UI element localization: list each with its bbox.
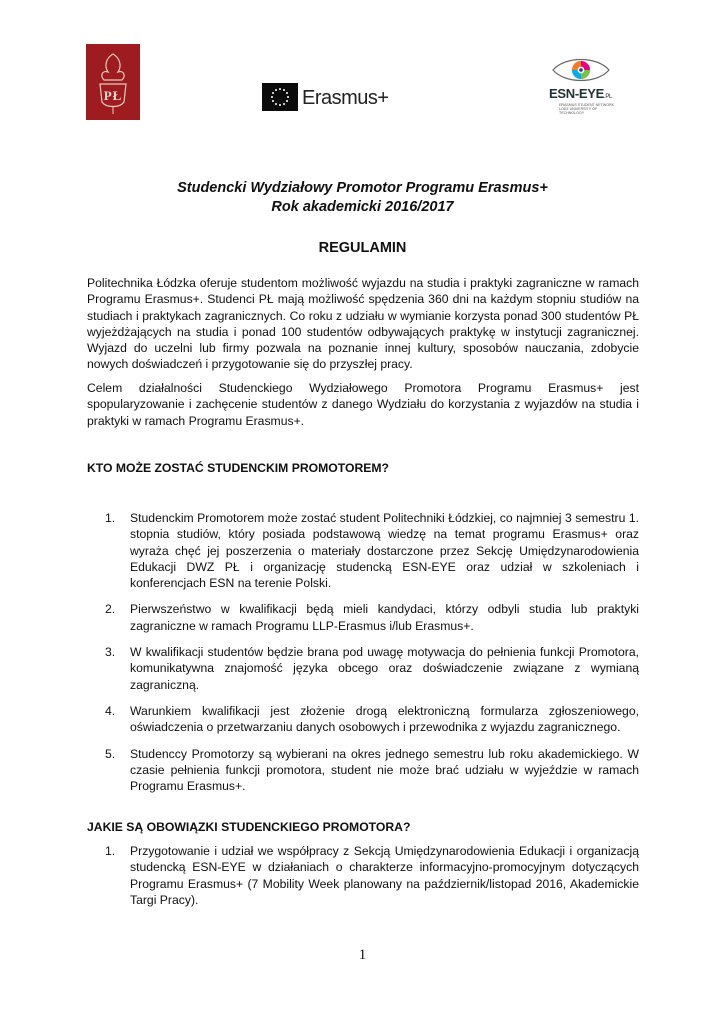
list-item-text: Studenckim Promotorem może zostać student Politechniki Łódzkiej, co najmniej 3 semestru 1. stopnia studiów, który posiada podstawową wiedzę na temat programu Erasmus+ oraz wyraża chęć jej poszerzenia o materiały dostarczone przez Sekcję Umiędzynarodowienia Edukacji DWZ PŁ i organizację studencką ESN-EYE oraz udział w szkoleniach i konferencjach ESN na terenie Polski. — [130, 511, 639, 591]
university-logo-text: PŁ — [103, 88, 123, 103]
duties-list — [105, 843, 639, 908]
esn-tagline: ERASMUS STUDENT NETWORK LODZ UNIVERSITY OF TECHNOLOGY — [559, 103, 615, 115]
list-item — [105, 510, 639, 591]
erasmus-wordmark: Erasmus+ — [302, 87, 389, 109]
list-item-number: 4. — [105, 703, 116, 718]
list-item-number: 1. — [105, 511, 116, 525]
esn-suffix: .PL — [603, 94, 613, 100]
university-crest-icon — [86, 44, 140, 120]
list-item-number: 5. — [105, 746, 116, 761]
document-title: Studencki Wydziałowy Promotor Programu Erasmus+ — [177, 180, 548, 196]
list-item — [105, 703, 639, 736]
list-item-text: Studenccy Promotorzy są wybierani na okres jednego semestru lub roku akademickiego. W czasie pełnienia funkcji promotora, student nie może brać udziału w wyjeździe w ramach Programu Erasmus+. — [130, 746, 639, 794]
esn-eye-logo — [549, 52, 615, 116]
regulations-heading: REGULAMIN — [318, 240, 407, 256]
esn-eye-icon — [549, 52, 615, 88]
section-heading-duties: JAKIE SĄ OBOWIĄZKI STUDENCKIEGO PROMOTORA? — [87, 820, 411, 834]
list-item — [105, 601, 639, 634]
page-number: 1 — [358, 947, 367, 963]
eligibility-list — [105, 510, 639, 804]
list-item-number: 1. — [105, 844, 116, 858]
list-item — [105, 644, 639, 693]
university-logo — [86, 44, 140, 120]
document-subtitle: Rok akademicki 2016/2017 — [271, 199, 454, 215]
list-item-number: 2. — [105, 602, 116, 617]
list-item-text: Przygotowanie i udział we współpracy z Sekcją Umiędzynarodowienia Edukacji i organizacją studencką ESN-EYE w działaniach o charakterze informacyjno-promocyjnym dotyczących Programu Erasmus+ (7 Mobility Week planowany na październik/listopad 2016, Akademickie Targi Pracy). — [130, 844, 639, 907]
list-item-number: 3. — [105, 645, 116, 660]
list-item-text: W kwalifikacji studentów będzie brana pod uwagę motywacja do pełnienia funkcji Promotora, komunikatywna znajomość języka obcego oraz doświadczenie związane z wymianą zagraniczną. — [130, 645, 639, 692]
erasmus-logo — [262, 83, 392, 113]
intro-paragraph: Politechnika Łódzka oferuje studentom możliwość wyjazdu na studia i praktyki zagraniczne w ramach Programu Erasmus+. Studenci PŁ mają możliwość spędzenia 360 dni na każdym stopniu studiów na studiach i praktykach zagranicznych. Co roku z udziału w wymianie korzysta ponad 300 studentów PŁ wyjeżdżających na studia i ponad 100 studentów odbywających praktykę w instytucji zagranicznej. Wyjazd do uczelni lub firmy pozwala na poznanie innej kultury, sposobów nauczania, zdobycie nowych doświadczeń i przygotowanie się do przyszłej pracy. — [87, 276, 639, 372]
list-item-text: Warunkiem kwalifikacji jest złożenie drogą elektroniczną formularza zgłoszeniowego, oświadczenia o przetwarzaniu danych osobowych i przewodnika z wyjazdu zagranicznego. — [130, 703, 639, 735]
eu-flag-icon — [262, 83, 298, 111]
section-heading-eligibility: KTO MOŻE ZOSTAĆ STUDENCKIM PROMOTOREM? — [87, 461, 389, 475]
purpose-paragraph: Celem działalności Studenckiego Wydziałowego Promotora Programu Erasmus+ jest spopularyzowanie i zachęcenie studentów z danego Wydziału do korzystania z wyjazdów na studia i praktyki w ramach Programu Erasmus+. — [87, 381, 639, 428]
esn-name: ESN-EYE — [549, 86, 604, 101]
list-item-text: Pierwszeństwo w kwalifikacji będą mieli kandydaci, którzy odbyli studia lub praktyki zagraniczne w ramach Programu LLP-Erasmus i/lub Erasmus+. — [130, 602, 639, 633]
esn-eye-wordmark — [549, 86, 612, 101]
list-item — [105, 746, 639, 795]
list-item — [105, 843, 639, 908]
